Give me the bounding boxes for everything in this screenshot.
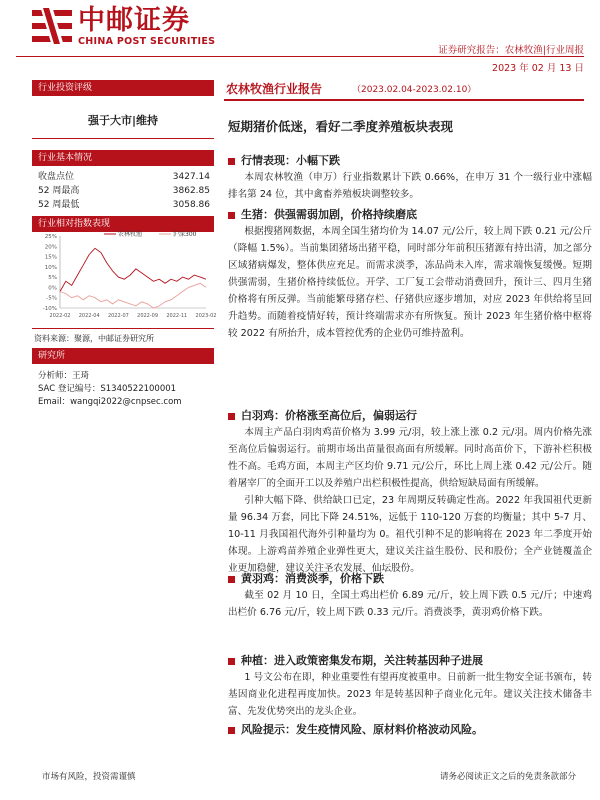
footer-disclaimer-note: 请务必阅读正文之后的免责条款部分	[439, 772, 576, 782]
section-heading	[228, 722, 592, 738]
section-paragraph: 截至 02 月 10 日，全国土鸡出栏价 6.89 元/斤，较上周下跌 0.5 元/斤；中速鸡出栏价 6.76 元/斤，较上周下跌 0.33 元/斤。消费淡季，黄羽鸡价格下跌。	[228, 590, 592, 618]
analyst-name: 分析师：王琦	[38, 371, 90, 381]
report-period: （2023.02.04-2023.02.10）	[352, 85, 477, 95]
bullet-square-icon	[228, 158, 235, 165]
logo-english-name: CHINA POST SECURITIES	[78, 36, 216, 47]
footer-risk-note: 市场有风险，投资需谨慎	[42, 772, 136, 782]
bullet-square-icon	[228, 658, 235, 665]
section-paragraph: 引种大幅下降、供给缺口已定，23 年周期反转确定性高。2022 年我国祖代更新量 96.34 万套，同比下降 24.51%，远低于 110-120 万套的均衡量；其中 5-7 月、10-11 月我国祖代海外引种量均为 0。祖代引种不足的影响将在 2023 年二季度开始体现。上游鸡苗养殖企业弹性更大，建议关注益生股份、民和股份；全产业链覆盖企业更加稳健，建议关注圣农发展、仙坛股份。	[228, 495, 592, 574]
series-line-1	[60, 283, 206, 308]
x-tick-label: 2022-11	[166, 313, 188, 319]
report-date: 2023 年 02 月 13 日	[492, 63, 584, 74]
chart-header: 行业相对指数表现	[32, 216, 214, 232]
header-divider	[16, 56, 584, 57]
report-section	[228, 571, 592, 621]
report-section	[228, 722, 592, 738]
report-type: 证券研究报告：农林牧渔|行业周报	[438, 45, 584, 56]
section-heading-text: 种植：进入政策密集发布期，关注转基因种子进展	[241, 654, 483, 667]
y-tick-label: -10%	[42, 306, 57, 312]
basics-value: 3862.85	[172, 186, 210, 196]
report-section	[228, 207, 592, 342]
basics-value: 3427.14	[172, 172, 210, 182]
basics-value: 3058.86	[172, 200, 210, 210]
bullet-square-icon	[228, 212, 235, 219]
basics-key: 收盘点位	[38, 172, 75, 182]
series-line-0	[60, 248, 206, 291]
y-tick-label: 5%	[48, 275, 57, 282]
divider	[32, 328, 214, 329]
x-tick-label: 2022-09	[137, 313, 159, 319]
bullet-square-icon	[228, 413, 235, 420]
section-heading	[228, 653, 592, 669]
basics-key: 52 周最高	[38, 186, 80, 196]
section-paragraph: 1 号文公布在即，种业重要性有望再度被重申。日前新一批生物安全证书颁布，转基因商业化进程再度加快。2023 年是转基因种子商业化元年。建议关注技术储备丰富、先发优势突出的龙头企业。	[228, 672, 592, 717]
section-heading-text: 行情表现：小幅下跌	[241, 154, 340, 167]
analyst-sac: SAC 登记编号：S1340522100001	[38, 384, 177, 394]
section-heading-text: 白羽鸡：价格涨至高位后，偏弱运行	[241, 409, 417, 422]
y-tick-label: 15%	[44, 254, 57, 261]
section-paragraph: 根据搜猪网数据，本周全国生猪均价为 14.07 元/公斤，较上周下跌 0.21 元/公斤（降幅 1.5%）。当前集团猪场出猪平稳，同时部分年前积压猪源有持出清，加之部分区域猪病爆发，整体供应充足。而需求淡季，冻品尚未入库，需求端恢复缓慢。短期供强需弱，生猪价格持续低位。开学、工厂复工会带动消费回升，预计三、四月生猪价格将有所反弹。当前能繁母猪存栏、仔猪供应逐步增加，对应 2023 年供给将呈回升趋势。而随着疫情好转，预计终端需求亦有所恢复。预计 2023 年生猪价格中枢将较 2022 有所抬升，成本管控优秀的企业仍可维持盈利。	[228, 226, 592, 339]
section-heading-text: 黄羽鸡：消费淡季，价格下跌	[241, 572, 384, 585]
y-tick-label: 10%	[44, 264, 57, 271]
section-paragraph: 本周农林牧渔（申万）行业指数累计下跌 0.66%，在申万 31 个一级行业中涨幅排名第 24 位，其中禽畜养殖板块调整较多。	[228, 172, 592, 200]
analyst-header: 研究所	[32, 348, 214, 364]
y-tick-label: -5%	[46, 295, 57, 302]
section-heading-text: 风险提示：发生疫情风险、原材料价格波动风险。	[241, 723, 483, 736]
chart-source: 资料来源：聚源，中邮证券研究所	[34, 334, 154, 343]
rating-value: 强于大市|维持	[87, 114, 159, 127]
rating-header: 行业投资评级	[32, 80, 214, 96]
basics-key: 52 周最低	[38, 200, 80, 210]
basics-row	[38, 198, 210, 212]
logo-chinese-name: 中邮证券	[78, 5, 190, 36]
x-tick-label: 2022-07	[107, 313, 129, 319]
report-section	[228, 153, 592, 203]
x-tick-label: 2022-02	[49, 313, 71, 319]
y-tick-label: 25%	[44, 234, 57, 240]
report-title: 农林牧渔行业报告	[226, 82, 323, 96]
bullet-square-icon	[228, 727, 235, 734]
section-heading	[228, 153, 592, 169]
divider	[32, 138, 214, 139]
company-logo-icon	[30, 6, 74, 46]
section-heading	[228, 207, 592, 223]
basics-row	[38, 184, 210, 198]
x-tick-label: 2022-04	[78, 313, 100, 319]
legend-label: 农林牧渔	[118, 231, 143, 238]
basics-header: 行业基本情况	[32, 150, 214, 166]
x-tick-label: 2023-02	[195, 313, 217, 319]
relative-index-chart	[34, 228, 217, 328]
y-tick-label: 0%	[48, 285, 57, 292]
basics-row	[38, 170, 210, 184]
report-section	[228, 408, 592, 577]
section-heading-text: 生猪：供强需弱加剧，价格持续磨底	[241, 208, 417, 221]
main-headline: 短期猪价低迷，看好二季度养殖板块表现	[228, 119, 454, 134]
section-paragraph: 本周主产品白羽肉鸡苗价格为 3.99 元/羽，较上涨上涨 0.2 元/羽。周内价格先涨至高位后偏弱运行。前期市场出苗量很高面有所缓解。同时高苗价下，下游补栏积极性不高。毛鸡方面，本周主产区均价 9.71 元/公斤，环比上周上涨 0.42 元/公斤。随着屠宰厂的全面开工以及养殖户出栏积极性提高，供给短缺局面有所缓解。	[228, 427, 592, 489]
section-heading	[228, 571, 592, 587]
legend-label: 沪深300	[173, 231, 197, 238]
bullet-square-icon	[228, 576, 235, 583]
section-heading	[228, 408, 592, 424]
report-section	[228, 653, 592, 720]
y-tick-label: 20%	[44, 244, 57, 251]
analyst-email[interactable]: Email：wangqi2022@cnpsec.com	[38, 397, 182, 407]
